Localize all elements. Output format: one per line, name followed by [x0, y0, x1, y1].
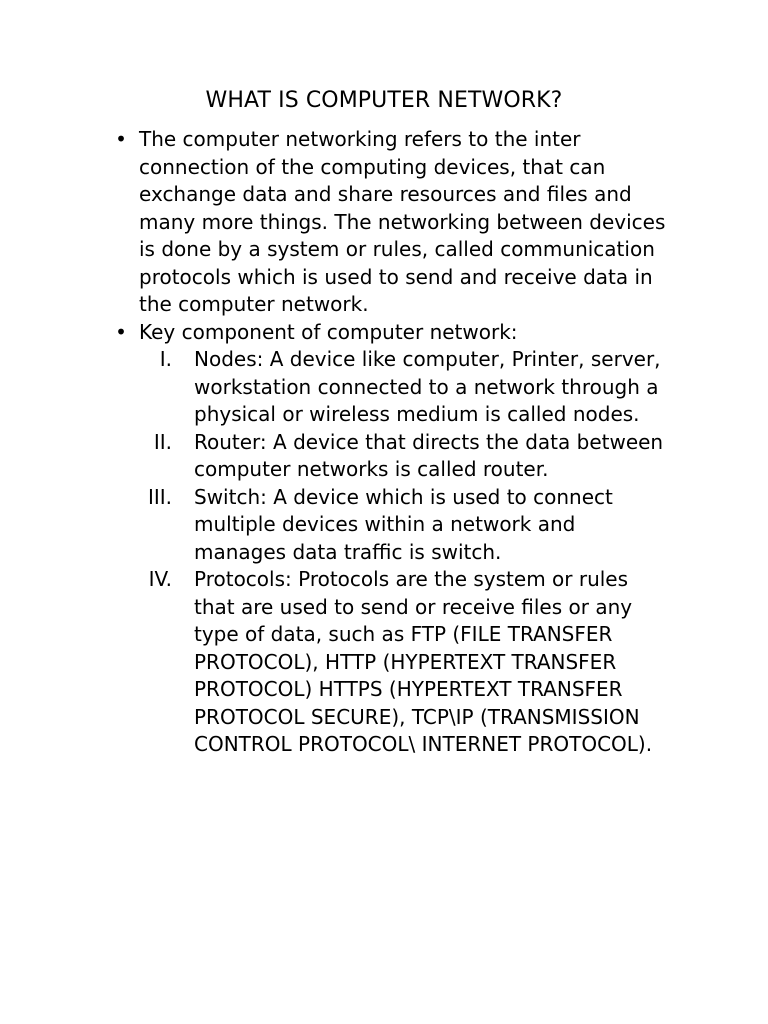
component-list — [110, 346, 670, 759]
roman-numeral-marker: II. — [153, 429, 172, 454]
component-text-protocols: Protocols: Protocols are the system or rules that are used to send or receive files or any type of data, such as FTP (FILE TRANSFER PROTOCOL), HTTP (HYPERTEXT TRANSFER PROTOCOL) HTTPS (HYPERTEXT TRANSFER PROTOCOL SECURE), TCP\IP (TRANSMISSION CONTROL PROTOCOL\ INTERNET PROTOCOL). — [194, 567, 653, 756]
page-title: WHAT IS COMPUTER NETWORK? — [205, 88, 563, 113]
component-item-protocols — [110, 566, 670, 759]
bullet-marker: • — [115, 127, 127, 151]
bullet-text-key-components: Key component of computer network: — [139, 319, 518, 344]
document-content — [110, 126, 670, 759]
bullet-item-key-components — [110, 319, 670, 347]
component-item-switch — [110, 484, 670, 567]
bullet-text-definition: The computer networking refers to the inter connection of the computing devices, that can exchange data and share resources and files and many more things. The networking between devices is done by a system or rules, called communication protocols which is used to send and receive data in the computer network. — [139, 127, 666, 316]
roman-numeral-marker: I. — [159, 347, 172, 371]
component-item-nodes — [110, 346, 670, 429]
bullet-item-definition — [110, 126, 670, 319]
bullet-marker: • — [115, 319, 127, 344]
component-text-nodes: Nodes: A device like computer, Printer, server, workstation connected to a network through a physical or wireless medium is called nodes. — [194, 347, 661, 426]
component-text-router: Router: A device that directs the data between computer networks is called router. — [194, 429, 664, 481]
roman-numeral-marker: IV. — [148, 567, 172, 591]
roman-numeral-marker: III. — [147, 484, 172, 509]
component-text-switch: Switch: A device which is used to connect multiple devices within a network and manages data traffic is switch. — [194, 484, 613, 564]
component-item-router — [110, 429, 670, 484]
